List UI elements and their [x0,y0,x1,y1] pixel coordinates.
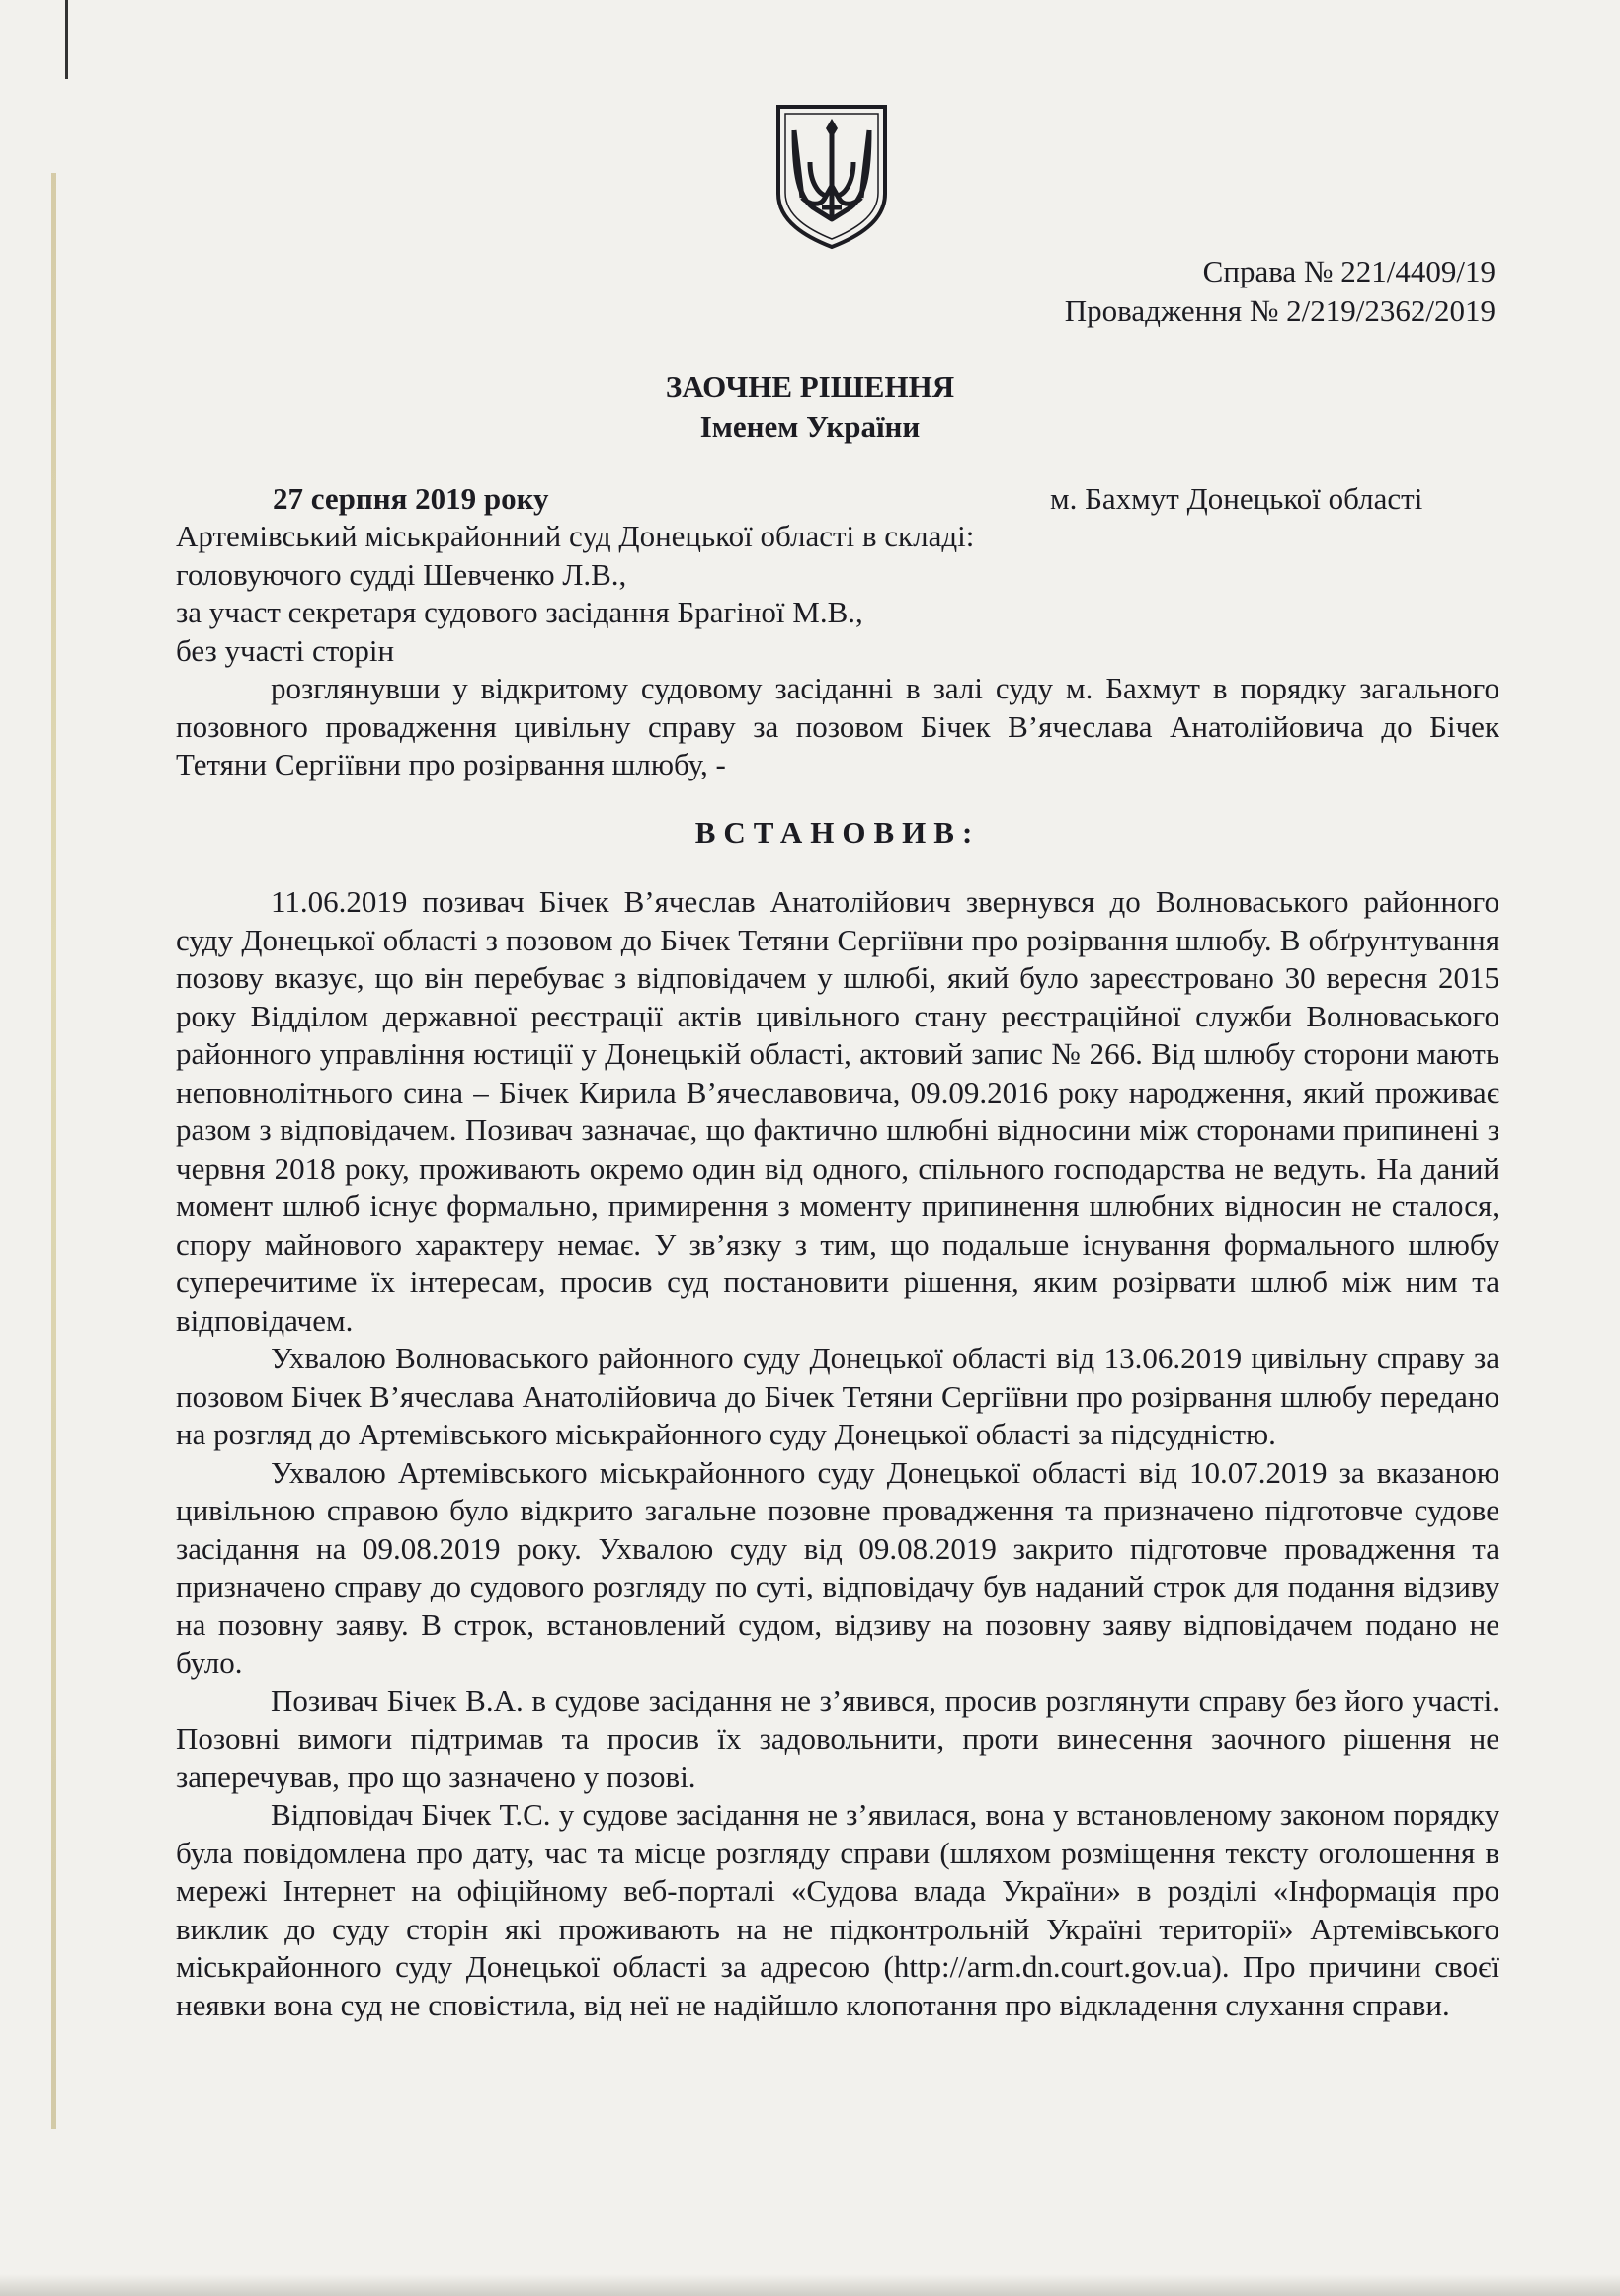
paragraph: Ухвалою Волноваського районного суду Донецької області від 13.06.2019 цивільну справу за позовом Бічек В’ячеслава Анатолійовича до Бічек Тетяни Сергіївни про розірвання шлюбу передано на розгляд до Артемівського міськрайонного суду Донецької області за підсудністю. [176,1341,1499,1451]
court-composition: Артемівський міськрайонний суд Донецької області в складі: [176,519,975,553]
presiding-judge: головуючого судді Шевченко Л.В., [176,556,627,592]
proceeding-number: Провадження № 2/219/2362/2019 [1064,293,1496,328]
decision-date: 27 серпня 2019 року [273,481,549,516]
decision-place: м. Бахмут Донецької області [1050,481,1423,516]
case-number: Справа № 221/4409/19 [1202,254,1496,288]
coat-of-arms-icon [772,103,891,251]
paragraph: Ухвалою Артемівського міськрайонного суду Донецької області від 10.07.2019 за вказаною цивільною справою було відкрито загальне позовне провадження та призначено підготовче судове засідання на 09.08.2019 року. Ухвалою суду від 09.08.2019 закрито підготовче провадження та призначено справу до судового розгляду по суті, відповідачу був наданий строк для подання відзиву на позовну заяву. В строк, встановлений судом, відзиву на позовну заяву відповідачем подано не було. [176,1454,1499,1680]
section-heading: ВСТАНОВИВ: [694,814,981,850]
case-number-block [1065,252,1496,331]
scan-bottom-edge [0,2274,1620,2296]
intro-paragraph: розглянувши у відкритому судовому засіданні в залі суду м. Бахмут в порядку загального позовного провадження цивільну справу за позовом Бічек В’ячеслава Анатолійовича до Бічек Тетяни Сергіївни про розірвання шлюбу, - [176,671,1499,781]
paragraph: 11.06.2019 позивач Бічек В’ячеслав Анатолійович звернувся до Волноваського районного суду Донецької області з позовом до Бічек Тетяни Сергіївни про розірвання шлюбу. В обґрунтування позову вказує, що він перебуває з відповідачем у шлюбі, який було зареєстровано 30 вересня 2015 року Відділом державної реєстрації актів цивільного стану реєстраційної служби Волноваського районного управління юстиції у Донецькій області, актовий запис № 266. Від шлюбу сторони мають неповнолітнього сина – Бічек Кирила В’ячеславовича, 09.09.2016 року народження, який проживає разом з відповідачем. Позивач зазначає, що фактично шлюбні відносини між сторонами припинені з червня 2018 року, проживають окремо один від одного, спільного господарства не ведуть. На даний момент шлюб існує формально, примирення з моменту припинення шлюбних відносин не сталося, спору майнового характеру немає. У зв’язку з тим, що подальше існування формального шлюбу суперечитиме їх інтересам, просив суд постановити рішення, яким розірвати шлюб між ним та відповідачем. [176,884,1499,1338]
document-title [0,368,1620,447]
binding-edge [51,173,56,2129]
document-body [176,518,1499,2024]
paragraph: Позивач Бічек В.А. в судове засідання не з’явився, просив розглянути справу без його участі. Позовні вимоги підтримав та просив їх задовольнити, проти винесення заочного рішення не заперечував, про що зазначено у позові. [176,1682,1499,1794]
parties-absent: без участі сторін [176,632,395,668]
court-secretary: за участ секретаря судового засідання Брагіної М.В., [176,595,863,629]
scan-edge-mark [65,0,68,79]
title-line-2: Іменем України [699,409,921,444]
title-line-1: ЗАОЧНЕ РІШЕННЯ [665,369,955,404]
paragraph: Відповідач Бічек Т.С. у судове засідання не з’явилася, вона у встановленому законом порядку була повідомлена про дату, час та місце розгляду справи (шляхом розміщення тексту оголошення в мережі Інтернет на офіційному веб-порталі «Судова влада України» в розділі «Інформація про виклик до суду сторін які проживають на не підконтрольній Україні території» Артемівського міськрайонного суду Донецької області за адресою (http://arm.dn.court.gov.ua). Про причини своєї неявки вона суд не сповістила, від неї не надійшло клопотання про відкладення слухання справи. [176,1797,1499,2022]
